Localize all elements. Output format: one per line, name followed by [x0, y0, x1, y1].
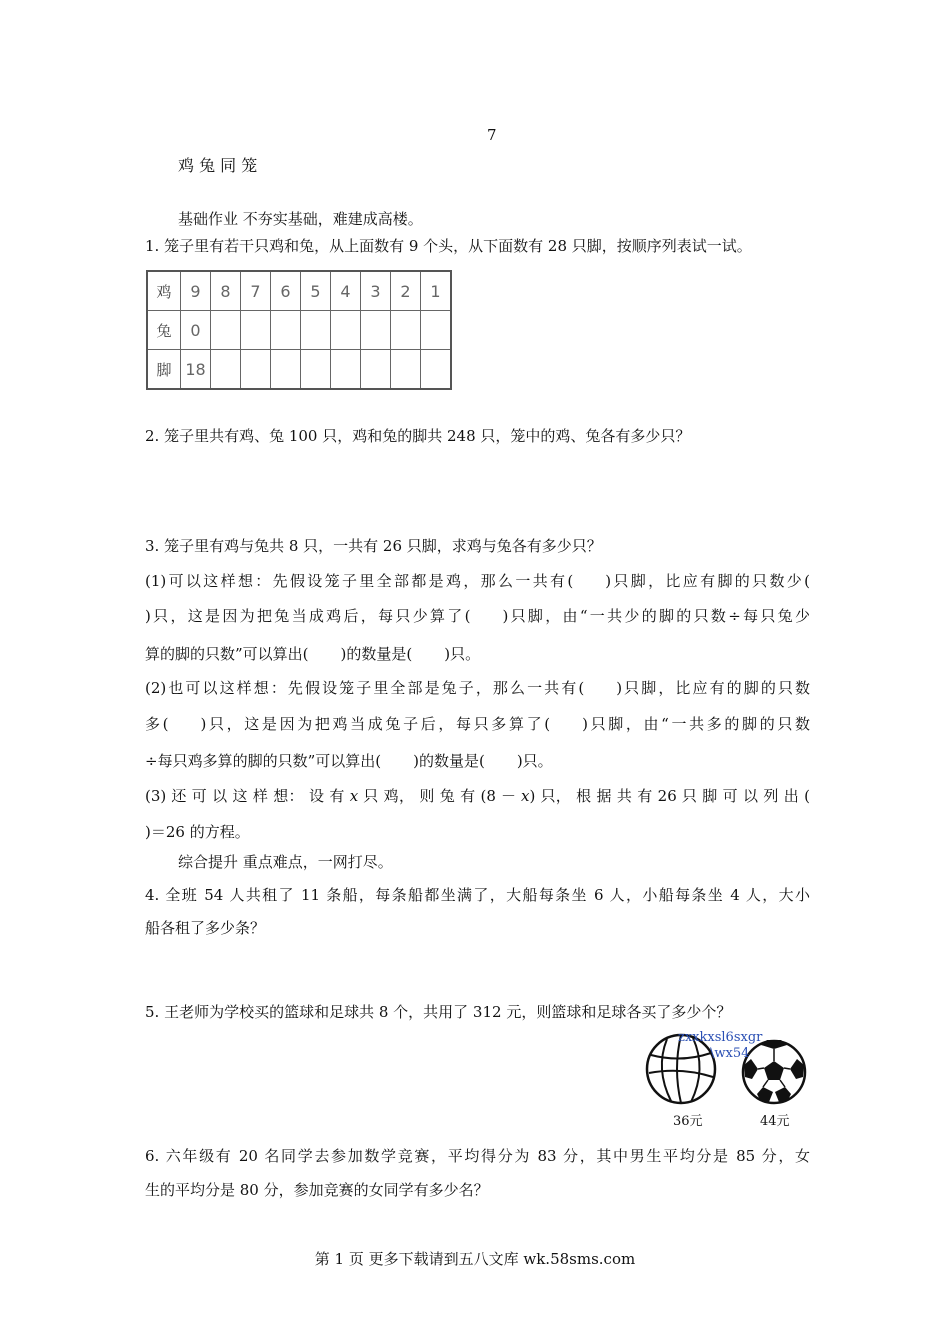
row-label-chicken: 鸡 [147, 271, 181, 311]
table-cell: 1 [421, 271, 452, 311]
question-6-line2: 生的平均分是 80 分，参加竞赛的女同学有多少名？ [145, 1181, 489, 1199]
question-3-part1-line2: )只，这是因为把兔当成鸡后，每只少算了( )只脚，由“一共少的脚的只数÷每只兔少 [145, 607, 810, 625]
row-label-rabbit: 兔 [147, 311, 181, 350]
question-4-line2: 船各租了多少条？ [145, 919, 266, 937]
table-cell [361, 350, 391, 390]
question-3-part3-line2: )＝26 的方程。 [145, 823, 250, 841]
table-cell: 0 [181, 311, 211, 350]
table-cell [301, 350, 331, 390]
table-cell [421, 350, 452, 390]
table-cell: 9 [181, 271, 211, 311]
table-cell [241, 350, 271, 390]
question-3-part1-line1: (1)可以这样想：先假设笼子里全部都是鸡，那么一共有( )只脚，比应有脚的只数少( [145, 572, 810, 590]
table-cell: 6 [271, 271, 301, 311]
table-cell: 3 [361, 271, 391, 311]
table-cell [271, 311, 301, 350]
basketball-price: 36元 [673, 1114, 703, 1129]
page-number: 7 [487, 126, 497, 144]
question-3-part2-line3: ÷每只鸡多算的脚的只数”可以算出( )的数量是( )只。 [145, 752, 553, 770]
table-cell [211, 350, 241, 390]
table-cell [391, 350, 421, 390]
chicken-rabbit-table [146, 270, 452, 390]
question-3-part2-line2: 多( )只，这是因为把鸡当成兔子后，每只多算了( )只脚，由“一共多的脚的只数 [145, 715, 810, 733]
section-advanced-heading: 综合提升 重点难点，一网打尽。 [178, 853, 393, 871]
question-4-line1: 4. 全班 54 人共租了 11 条船，每条船都坐满了，大船每条坐 6 人，小船每条坐 4 人，大小 [145, 886, 810, 904]
table-cell: 8 [211, 271, 241, 311]
question-1: 1. 笼子里有若干只鸡和兔，从上面数有 9 个头，从下面数有 28 只脚，按顺序列表试一试。 [145, 237, 752, 255]
question-3: 3. 笼子里有鸡与兔共 8 只，一共有 26 只脚，求鸡与兔各有多少只？ [145, 537, 602, 555]
question-3-part3-line1: (3) 还 可 以 这 样 想： 设 有 x 只 鸡， 则 兔 有 (8 － x) 只， 根 据 共 有 26 只 脚 可 以 列 出 ( [145, 787, 810, 805]
table-cell [271, 350, 301, 390]
question-3-part2-line1: (2)也可以这样想：先假设笼子里全部是兔子，那么一共有( )只脚，比应有的脚的只数 [145, 679, 810, 697]
table-cell: 4 [331, 271, 361, 311]
page-title: 鸡 兔 同 笼 [178, 156, 258, 175]
table-cell [211, 311, 241, 350]
table-cell [421, 311, 452, 350]
table-cell [391, 311, 421, 350]
table-cell [331, 311, 361, 350]
table-cell [361, 311, 391, 350]
table-row-feet [147, 350, 451, 390]
table-cell: 18 [181, 350, 211, 390]
table-row-rabbit [147, 311, 451, 350]
table-cell: 2 [391, 271, 421, 311]
table-cell: 5 [301, 271, 331, 311]
table-row-chicken [147, 271, 451, 311]
section-basic-heading: 基础作业 不夯实基础，难建成高楼。 [178, 210, 423, 228]
table-cell [331, 350, 361, 390]
table-cell [301, 311, 331, 350]
question-3-part1-line3: 算的脚的只数”可以算出( )的数量是( )只。 [145, 645, 481, 663]
table-cell [241, 311, 271, 350]
table-cell: 7 [241, 271, 271, 311]
football-price: 44元 [760, 1114, 790, 1129]
watermark-text: zxxkxsl6sxgr \wx54 [678, 1030, 763, 1061]
question-6-line1: 6. 六年级有 20 名同学去参加数学竞赛，平均得分为 83 分，其中男生平均分是 85 分，女 [145, 1147, 810, 1165]
question-5: 5. 王老师为学校买的篮球和足球共 8 个，共用了 312 元，则篮球和足球各买了多少个？ [145, 1003, 732, 1021]
question-2: 2. 笼子里共有鸡、兔 100 只，鸡和兔的脚共 248 只，笼中的鸡、兔各有多少只？ [145, 427, 691, 445]
page-footer: 第 1 页 更多下载请到五八文库 wk.58sms.com [314, 1250, 636, 1268]
row-label-feet: 脚 [147, 350, 181, 390]
